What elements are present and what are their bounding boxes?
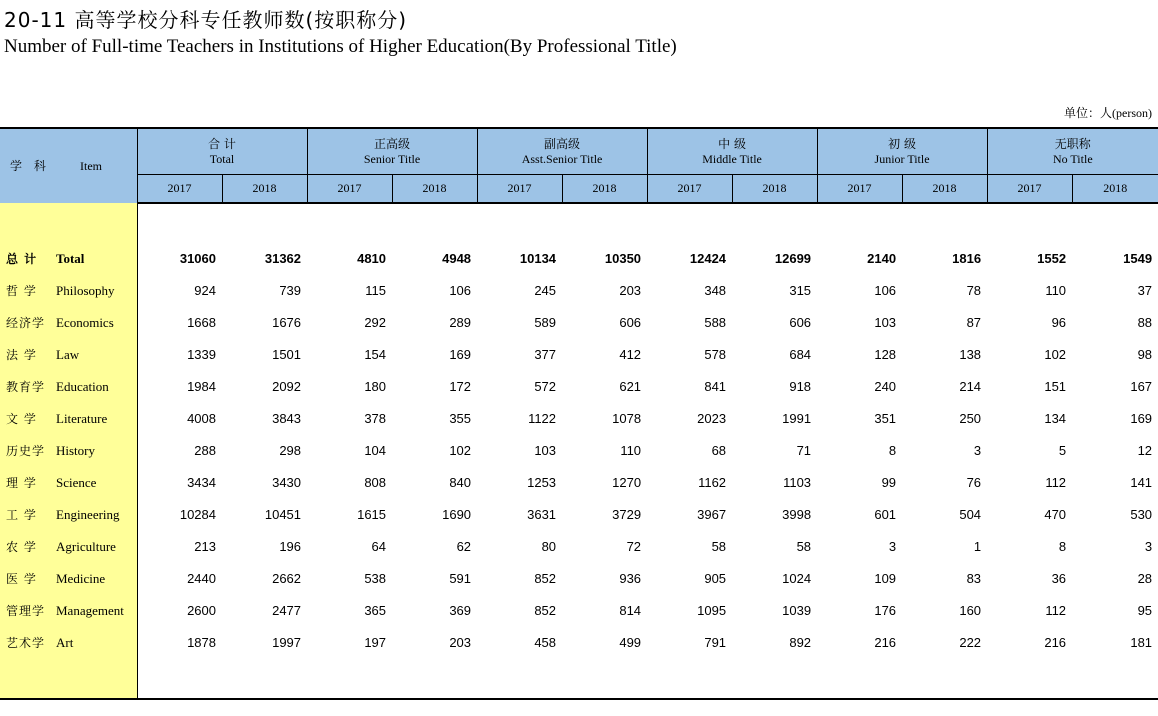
value-cell: 99: [881, 474, 897, 490]
value-cell: 924: [194, 282, 216, 298]
year-header: 2018: [222, 175, 307, 204]
table-body: [0, 203, 1158, 699]
value-cell: 4948: [442, 250, 472, 266]
subject-name-cn: 理 学: [6, 475, 37, 490]
table-title-chinese: 20-11 高等学校分科专任教师数(按职称分): [4, 8, 408, 32]
year-header: 2017: [987, 175, 1072, 204]
year-header: 2017: [817, 175, 902, 204]
value-cell: 151: [1044, 378, 1067, 394]
subject-name-cn: 教育学: [6, 379, 46, 394]
group-header: [817, 128, 987, 175]
value-cell: 76: [966, 474, 982, 490]
value-cell: 169: [1130, 410, 1153, 426]
value-cell: 103: [874, 314, 897, 330]
value-cell: 289: [449, 314, 472, 330]
item-cell: [0, 402, 137, 434]
subject-name-en: Economics: [56, 314, 114, 330]
value-cell: 112: [1045, 474, 1067, 490]
value-cell: 3430: [272, 474, 302, 490]
value-cell: 203: [619, 282, 642, 298]
item-header-en: Item: [80, 158, 102, 173]
value-cell: 841: [704, 378, 727, 394]
value-cell: 115: [365, 282, 387, 298]
subject-name-cn: 艺术学: [6, 635, 46, 650]
group-header: [307, 128, 477, 175]
group-header-cn: 初 级: [888, 136, 916, 151]
subject-name-en: History: [56, 442, 95, 458]
value-cell: 684: [789, 346, 812, 362]
item-cell: [0, 434, 137, 466]
table-row: [0, 626, 1158, 658]
value-cell: 104: [364, 442, 387, 458]
value-cell: 355: [449, 410, 472, 426]
value-cell: 12424: [689, 250, 727, 266]
value-cell: 292: [364, 314, 387, 330]
value-cell: 10134: [519, 250, 557, 266]
value-cell: 2140: [867, 250, 897, 266]
total-row: [0, 242, 1158, 274]
value-cell: 504: [959, 506, 982, 522]
value-cell: 134: [1044, 410, 1067, 426]
value-cell: 572: [534, 378, 557, 394]
value-cell: 936: [619, 570, 642, 586]
value-cell: 12: [1137, 442, 1153, 458]
year-header: 2018: [392, 175, 477, 204]
value-cell: 1039: [782, 602, 812, 618]
table-row: [0, 498, 1158, 530]
table-header: [0, 128, 1158, 203]
group-header-cn: 中 级: [718, 136, 746, 151]
value-cell: 102: [1044, 346, 1067, 362]
value-cell: 315: [789, 282, 812, 298]
group-header-cn: 正高级: [374, 136, 411, 151]
item-cell: [0, 530, 137, 562]
value-cell: 2600: [187, 602, 216, 618]
value-cell: 351: [874, 410, 897, 426]
subject-name-en: Management: [56, 602, 124, 618]
subject-name-en: Art: [56, 634, 74, 650]
table-row: [0, 370, 1158, 402]
item-cell: [0, 274, 137, 306]
value-cell: 96: [1051, 314, 1067, 330]
group-header-en: Total: [209, 151, 235, 166]
value-cell: 1984: [187, 378, 216, 394]
value-cell: 588: [704, 314, 727, 330]
value-cell: 918: [789, 378, 812, 394]
group-header-cn: 副高级: [544, 136, 581, 151]
value-cell: 1: [973, 538, 982, 554]
value-cell: 28: [1137, 570, 1153, 586]
value-cell: 1103: [783, 474, 812, 490]
value-cell: 1816: [952, 250, 982, 266]
value-cell: 499: [619, 634, 642, 650]
value-cell: 814: [619, 602, 642, 618]
value-cell: 2440: [187, 570, 216, 586]
subject-name-cn: 经济学: [6, 315, 46, 330]
subject-name-en: Education: [56, 378, 109, 394]
value-cell: 216: [874, 634, 897, 650]
value-cell: 109: [874, 570, 897, 586]
value-cell: 95: [1137, 602, 1153, 618]
group-header-en: Middle Title: [702, 151, 762, 166]
subject-name-cn: 总 计: [6, 251, 38, 266]
value-cell: 160: [959, 602, 982, 618]
value-cell: 365: [364, 602, 387, 618]
table-title-english: Number of Full-time Teachers in Institutions of Higher Education(By Professional Title): [4, 36, 677, 57]
subject-name-cn: 文 学: [6, 411, 37, 426]
value-cell: 128: [874, 346, 897, 362]
value-cell: 412: [619, 346, 642, 362]
item-cell: [0, 594, 137, 626]
subject-name-cn: 管理学: [6, 603, 46, 618]
value-cell: 12699: [774, 250, 812, 266]
subject-name-en: Medicine: [56, 570, 106, 586]
item-cell: [0, 626, 137, 658]
value-cell: 180: [364, 378, 387, 394]
table-row: [0, 466, 1158, 498]
value-cell: 138: [959, 346, 982, 362]
value-cell: 1095: [697, 602, 727, 618]
value-cell: 1878: [187, 634, 216, 650]
group-header: [137, 128, 307, 175]
value-cell: 2477: [272, 602, 302, 618]
subject-name-en: Agriculture: [56, 538, 116, 554]
value-cell: 103: [534, 442, 557, 458]
value-cell: 2662: [272, 570, 302, 586]
group-header-en: Asst.Senior Title: [521, 151, 603, 166]
value-cell: 37: [1137, 282, 1153, 298]
item-cell: [0, 306, 137, 338]
year-header: 2018: [562, 175, 647, 204]
item-cell: [0, 203, 137, 242]
value-cell: 606: [619, 314, 642, 330]
item-cell: [0, 338, 137, 370]
value-cell: 288: [194, 442, 216, 458]
value-cell: 36: [1051, 570, 1067, 586]
value-cell: 578: [704, 346, 727, 362]
year-header: 2018: [902, 175, 987, 204]
value-cell: 1676: [272, 314, 302, 330]
value-cell: 102: [449, 442, 472, 458]
value-cell: 1668: [187, 314, 216, 330]
group-header-cn: 合 计: [208, 136, 236, 151]
item-cell: [0, 466, 137, 498]
value-cell: 1253: [527, 474, 557, 490]
table-row: [0, 530, 1158, 562]
value-cell: 214: [959, 378, 982, 394]
spacer-row: [0, 203, 1158, 242]
group-header: [987, 128, 1158, 175]
subject-name-en: Science: [56, 474, 97, 490]
value-cell: 589: [534, 314, 557, 330]
subject-name-cn: 医 学: [6, 571, 37, 586]
value-cell: 213: [194, 538, 216, 554]
group-header-cn: 无职称: [1054, 136, 1091, 151]
value-cell: 4810: [357, 250, 387, 266]
group-header-en: Junior Title: [874, 151, 930, 166]
table-row: [0, 338, 1158, 370]
value-cell: 10350: [604, 250, 642, 266]
value-cell: 377: [534, 346, 557, 362]
value-cell: 3631: [527, 506, 557, 522]
value-cell: 905: [704, 570, 727, 586]
value-cell: 1690: [442, 506, 472, 522]
value-cell: 176: [874, 602, 897, 618]
year-header: 2017: [647, 175, 732, 204]
value-cell: 1024: [782, 570, 812, 586]
subject-name-cn: 法 学: [6, 347, 37, 362]
value-cell: 1549: [1123, 250, 1153, 266]
value-cell: 64: [371, 538, 387, 554]
value-cell: 172: [449, 378, 472, 394]
value-cell: 71: [796, 442, 812, 458]
item-header-cn: 学 科: [10, 158, 50, 173]
value-cell: 181: [1130, 634, 1153, 650]
value-cell: 222: [959, 634, 982, 650]
value-cell: 8: [888, 442, 897, 458]
value-cell: 1122: [528, 410, 557, 426]
value-cell: 4008: [187, 410, 216, 426]
value-cell: 2092: [272, 378, 302, 394]
value-cell: 298: [279, 442, 302, 458]
subject-name-en: Total: [56, 250, 85, 266]
subject-name-cn: 农 学: [6, 539, 37, 554]
value-cell: 1997: [272, 634, 302, 650]
value-cell: 106: [449, 282, 472, 298]
value-cell: 216: [1044, 634, 1067, 650]
item-column-header: [0, 128, 137, 203]
value-cell: 112: [1045, 602, 1067, 618]
group-header: [477, 128, 647, 175]
value-cell: 78: [966, 282, 982, 298]
value-cell: 87: [966, 314, 982, 330]
value-cell: 1270: [612, 474, 642, 490]
value-cell: 470: [1044, 506, 1067, 522]
value-cell: 72: [626, 538, 642, 554]
table-row: [0, 306, 1158, 338]
value-cell: 3843: [272, 410, 302, 426]
item-cell: [0, 658, 137, 699]
subject-name-cn: 工 学: [6, 507, 37, 522]
year-header: 2018: [1072, 175, 1158, 204]
value-cell: 1615: [357, 506, 387, 522]
subject-name-cn: 哲 学: [6, 283, 37, 298]
value-cell: 250: [959, 410, 982, 426]
value-cell: 169: [449, 346, 472, 362]
value-cell: 3967: [697, 506, 727, 522]
group-header: [647, 128, 817, 175]
value-cell: 3: [973, 442, 982, 458]
value-cell: 110: [1045, 282, 1067, 298]
year-header: 2017: [477, 175, 562, 204]
value-cell: 203: [449, 634, 472, 650]
unit-label: 单位：人(person): [1064, 106, 1152, 120]
item-cell: [0, 562, 137, 594]
subject-name-en: Engineering: [56, 506, 120, 522]
spacer-row: [0, 658, 1158, 699]
value-cell: 106: [874, 282, 897, 298]
table-row: [0, 402, 1158, 434]
value-cell: 621: [619, 378, 642, 394]
value-cell: 3434: [187, 474, 216, 490]
value-cell: 892: [789, 634, 812, 650]
value-cell: 154: [364, 346, 387, 362]
value-cell: 3998: [782, 506, 812, 522]
subject-name-en: Law: [56, 346, 80, 362]
value-cell: 2023: [697, 410, 727, 426]
value-cell: 808: [364, 474, 387, 490]
year-header: 2017: [307, 175, 392, 204]
value-cell: 852: [534, 602, 557, 618]
value-cell: 245: [534, 282, 557, 298]
value-cell: 852: [534, 570, 557, 586]
value-cell: 10284: [179, 506, 216, 522]
value-cell: 10451: [264, 506, 302, 522]
value-cell: 1501: [272, 346, 302, 362]
value-cell: 1339: [187, 346, 216, 362]
value-cell: 3: [1144, 538, 1153, 554]
value-cell: 369: [449, 602, 472, 618]
value-cell: 348: [704, 282, 727, 298]
value-cell: 791: [704, 634, 727, 650]
year-header: 2017: [137, 175, 222, 204]
subject-name-cn: 历史学: [6, 443, 46, 458]
value-cell: 538: [364, 570, 387, 586]
value-cell: 8: [1058, 538, 1067, 554]
value-cell: 601: [874, 506, 897, 522]
data-table: [0, 127, 1158, 700]
value-cell: 1162: [698, 474, 727, 490]
value-cell: 240: [874, 378, 897, 394]
value-cell: 1078: [612, 410, 642, 426]
value-cell: 110: [620, 442, 642, 458]
value-cell: 58: [711, 538, 727, 554]
value-cell: 88: [1137, 314, 1153, 330]
value-cell: 1552: [1037, 250, 1067, 266]
subject-name-en: Philosophy: [56, 282, 115, 298]
value-cell: 31362: [264, 250, 302, 266]
item-cell: [0, 242, 137, 274]
value-cell: 458: [534, 634, 557, 650]
value-cell: 197: [364, 634, 387, 650]
value-cell: 840: [449, 474, 472, 490]
subject-name-en: Literature: [56, 410, 108, 426]
year-header: 2018: [732, 175, 817, 204]
value-cell: 739: [279, 282, 302, 298]
value-cell: 606: [789, 314, 812, 330]
value-cell: 378: [364, 410, 387, 426]
value-cell: 80: [541, 538, 557, 554]
value-cell: 68: [711, 442, 727, 458]
value-cell: 83: [966, 570, 982, 586]
table-row: [0, 594, 1158, 626]
value-cell: 98: [1137, 346, 1153, 362]
group-header-en: No Title: [1052, 151, 1093, 166]
value-cell: 5: [1058, 442, 1067, 458]
value-cell: 530: [1130, 506, 1153, 522]
value-cell: 3: [888, 538, 897, 554]
item-cell: [0, 370, 137, 402]
table-row: [0, 562, 1158, 594]
value-cell: 31060: [179, 250, 216, 266]
item-cell: [0, 498, 137, 530]
value-cell: 1991: [782, 410, 812, 426]
value-cell: 141: [1130, 474, 1153, 490]
value-cell: 58: [796, 538, 812, 554]
group-header-en: Senior Title: [363, 151, 421, 166]
value-cell: 591: [449, 570, 472, 586]
value-cell: 167: [1130, 378, 1153, 394]
table-row: [0, 434, 1158, 466]
value-cell: 3729: [612, 506, 642, 522]
table-row: [0, 274, 1158, 306]
value-cell: 62: [456, 538, 472, 554]
value-cell: 196: [279, 538, 302, 554]
